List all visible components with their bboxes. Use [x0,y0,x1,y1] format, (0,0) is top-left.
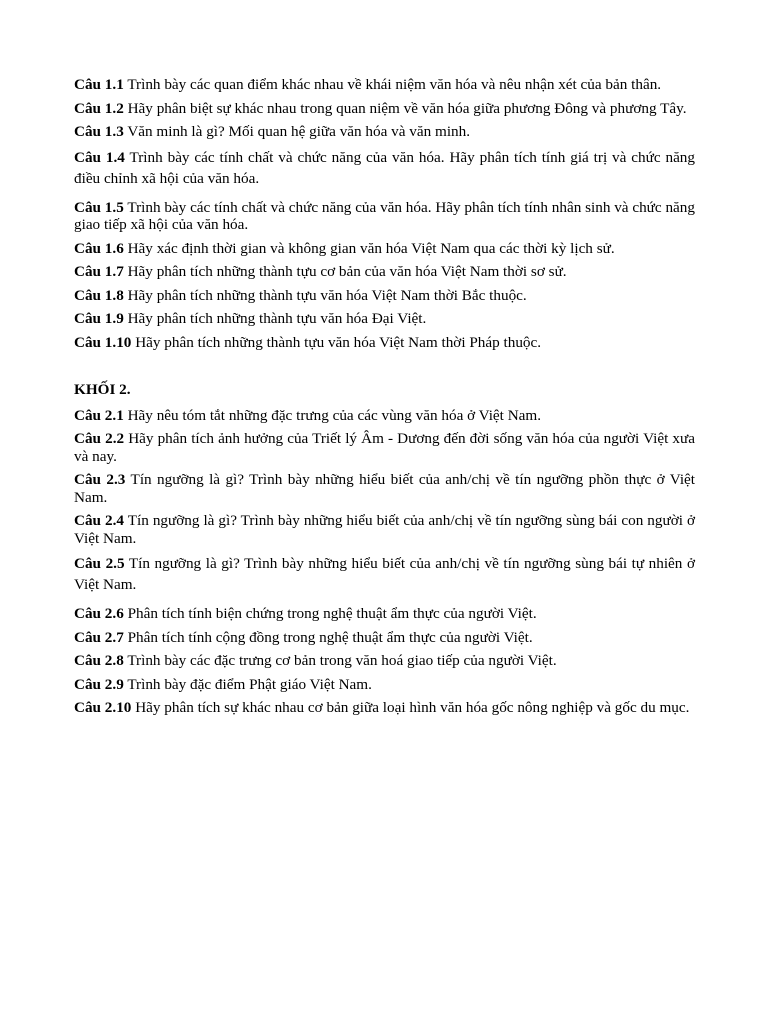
question-1-9 [74,310,695,328]
question-text: Hãy nêu tóm tắt những đặc trưng của các vùng văn hóa ở Việt Nam. [123,406,542,424]
question-number: Câu 2.5 [74,555,125,572]
question-2-1 [74,407,695,425]
section-heading-block-2: KHỐI 2. [74,381,131,398]
question-2-8 [74,652,695,670]
question-number: Câu 2.7 [74,628,124,646]
question-text: Hãy phân tích sự khác nhau cơ bản giữa loại hình văn hóa gốc nông nghiệp và gốc du mục. [131,699,690,716]
question-text: Tín ngưỡng là gì? Trình bày những hiểu biết của anh/chị về tín ngưỡng sùng bái con người ở Việt Nam. [74,512,695,547]
question-number: Câu 1.2 [74,99,124,117]
question-2-5 [74,553,695,595]
question-1-3 [74,123,695,141]
question-2-3 [74,471,695,506]
question-1-7 [74,263,695,281]
document-page [74,76,695,723]
question-number: Câu 2.9 [74,675,124,693]
question-text: Hãy phân tích những thành tựu văn hóa Đại Việt. [123,310,427,327]
question-number: Câu 2.2 [74,430,125,447]
question-text: Hãy phân tích những thành tựu cơ bản của văn hóa Việt Nam thời sơ sử. [123,263,567,280]
question-text: Tín ngưỡng là gì? Trình bày những hiểu biết của anh/chị về tín ngưỡng sùng bái tự nhiên ở Việt Nam. [74,555,695,593]
question-text: Phân tích tính biện chứng trong nghệ thuật ẩm thực của người Việt. [123,605,537,622]
question-text: Văn minh là gì? Mối quan hệ giữa văn hóa và văn minh. [123,123,471,140]
question-number: Câu 1.3 [74,123,124,140]
question-number: Câu 2.1 [74,406,124,424]
question-number: Câu 1.6 [74,239,124,257]
question-text: Hãy phân tích những thành tựu văn hóa Việt Nam thời Bắc thuộc. [123,286,527,304]
question-number: Câu 1.10 [74,333,132,351]
question-number: Câu 1.1 [74,76,124,93]
question-text: Trình bày đặc điểm Phật giáo Việt Nam. [123,675,372,693]
question-number: Câu 1.7 [74,263,124,280]
question-1-2 [74,100,695,118]
question-2-4 [74,512,695,547]
question-2-7 [74,629,695,647]
question-number: Câu 2.10 [74,699,132,716]
question-text: Hãy phân tích những thành tựu văn hóa Việt Nam thời Pháp thuộc. [131,333,542,351]
question-number: Câu 2.8 [74,652,124,669]
question-text: Tín ngưỡng là gì? Trình bày những hiểu biết của anh/chị về tín ngưỡng phồn thực ở Việt Nam. [74,471,695,506]
question-text: Trình bày các tính chất và chức năng của văn hóa. Hãy phân tích tính giá trị và chức năng điều chỉnh xã hội của văn hóa. [74,148,695,187]
question-1-10 [74,334,695,352]
question-text: Trình bày các quan điểm khác nhau về khái niệm văn hóa và nêu nhận xét của bản thân. [123,76,662,93]
question-1-5 [74,199,695,234]
question-number: Câu 1.8 [74,286,124,304]
question-number: Câu 2.4 [74,512,124,529]
question-1-6 [74,240,695,258]
question-number: Câu 1.9 [74,310,124,327]
question-number: Câu 1.5 [74,198,124,216]
question-text: Trình bày các tính chất và chức năng của văn hóa. Hãy phân tích tính nhân sinh và chức năng giao tiếp xã hội của văn hóa. [74,198,695,233]
question-text: Hãy phân tích ảnh hưởng của Triết lý Âm - Dương đến đời sống văn hóa của người Việt xưa và nay. [74,430,695,465]
question-2-9 [74,676,695,694]
question-text: Phân tích tính cộng đồng trong nghệ thuật ẩm thực của người Việt. [123,628,533,646]
question-1-1 [74,76,695,94]
question-1-4 [74,147,695,189]
question-text: Hãy xác định thời gian và không gian văn hóa Việt Nam qua các thời kỳ lịch sử. [123,239,615,257]
question-2-10 [74,699,695,717]
question-number: Câu 2.3 [74,471,126,488]
question-text: Hãy phân biệt sự khác nhau trong quan niệm về văn hóa giữa phương Đông và phương Tây. [123,99,687,117]
question-2-6 [74,605,695,623]
question-1-8 [74,287,695,305]
question-text: Trình bày các đặc trưng cơ bản trong văn hoá giao tiếp của người Việt. [123,652,557,669]
question-2-2 [74,430,695,465]
question-number: Câu 1.4 [74,148,125,166]
question-number: Câu 2.6 [74,605,124,622]
